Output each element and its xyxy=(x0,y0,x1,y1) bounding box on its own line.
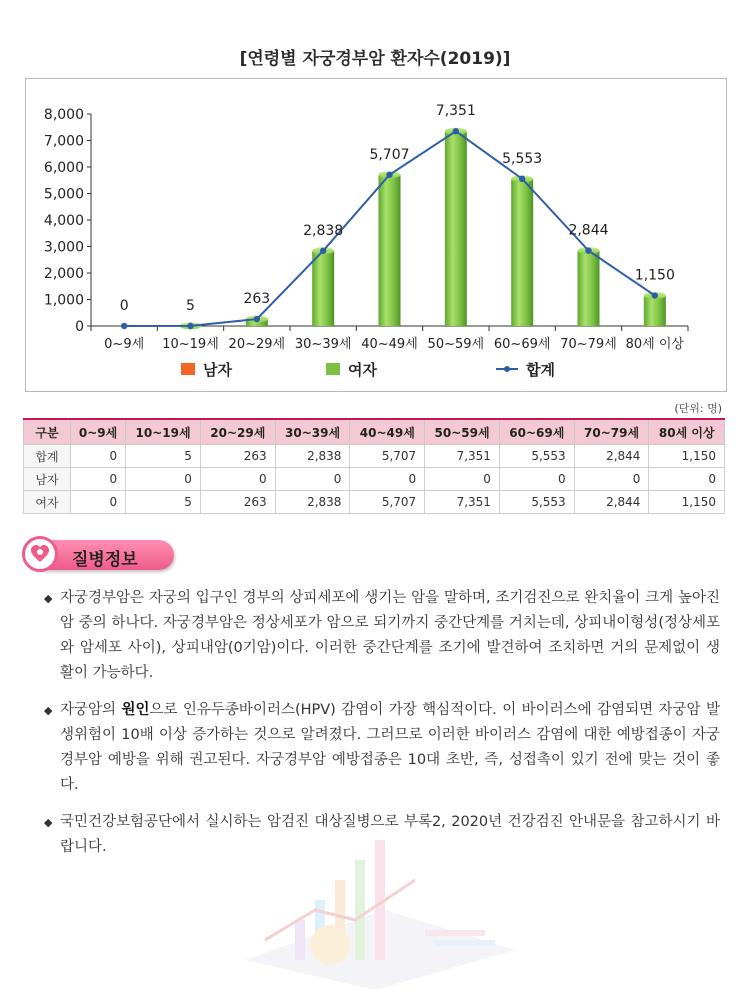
table-header-age: 0~9세 xyxy=(70,419,125,445)
bar-female xyxy=(578,251,600,326)
line-total-point xyxy=(187,323,193,329)
x-tick-label: 50~59세 xyxy=(427,337,485,352)
table-cell: 5,707 xyxy=(350,491,425,514)
legend-label: 여자 xyxy=(348,361,377,379)
table-cell: 0 xyxy=(70,491,125,514)
table-header-age: 40~49세 xyxy=(350,419,425,445)
line-total-point xyxy=(121,323,127,329)
x-tick-label: 20~29세 xyxy=(228,337,286,352)
table-header-row xyxy=(24,419,725,445)
section-icon-circle xyxy=(22,536,58,572)
table-cell: 0 xyxy=(574,468,649,491)
paragraph-1 xyxy=(44,586,720,686)
table-cell: 0 xyxy=(70,445,125,468)
table-cell: 5,553 xyxy=(499,445,574,468)
x-tick-label: 30~39세 xyxy=(294,337,352,352)
y-tick-label: 3,000 xyxy=(43,239,84,256)
line-total-point xyxy=(585,247,591,253)
heart-icon xyxy=(29,543,51,565)
table-cell: 0 xyxy=(649,468,725,491)
x-tick-label: 0~9세 xyxy=(104,337,145,352)
data-label: 2,838 xyxy=(303,222,344,239)
y-tick-label: 1,000 xyxy=(43,292,84,309)
bar-female xyxy=(312,251,334,326)
table-cell: 263 xyxy=(200,491,275,514)
table-cell: 5 xyxy=(126,445,201,468)
table-cell: 0 xyxy=(499,468,574,491)
bar-female xyxy=(511,179,533,326)
x-tick-label: 10~19세 xyxy=(162,337,219,352)
table-cell: 2,844 xyxy=(574,491,649,514)
body-text xyxy=(44,586,720,872)
bar-female xyxy=(379,175,401,326)
y-tick-label: 4,000 xyxy=(43,213,84,229)
table-header-age: 80세 이상 xyxy=(649,419,725,445)
paragraph-text: 자궁경부암은 자궁의 입구인 경부의 상피세포에 생기는 암을 말하며, 조기검진으로 완치율이 크게 높아진 암 중의 하나다. 자궁경부암은 정상세포가 암으로 되기까지 중간단계를 거치는데, 상피내이형성(정상세포와 암세포 사이), 상피내암(0기암)이다. 이러한 중간단계를 조기에 발견하여 조치하면 거의 문제없이 생활이 가능하다. xyxy=(60,590,720,681)
bullet: ◆ xyxy=(44,704,53,717)
line-total-point xyxy=(519,176,525,182)
table-row-label: 여자 xyxy=(24,491,71,514)
data-label: 5 xyxy=(186,297,195,314)
section-header xyxy=(22,536,172,574)
legend-swatch xyxy=(326,363,340,375)
table-header-age: 10~19세 xyxy=(126,419,201,445)
bar-female xyxy=(644,296,666,326)
y-tick-label: 2,000 xyxy=(43,266,84,282)
data-label: 2,844 xyxy=(568,222,609,239)
y-tick-label: 6,000 xyxy=(43,160,84,176)
legend-label: 합계 xyxy=(526,361,555,379)
table-header-age: 30~39세 xyxy=(275,419,350,445)
paragraph-2 xyxy=(44,698,720,798)
data-table xyxy=(23,418,725,514)
chart-frame xyxy=(25,78,727,392)
data-label: 263 xyxy=(243,291,271,308)
table-cell: 2,844 xyxy=(574,445,649,468)
y-tick-label: 0 xyxy=(75,319,84,335)
table-row xyxy=(24,468,725,491)
table-row xyxy=(24,491,725,514)
table-header-age: 60~69세 xyxy=(499,419,574,445)
table-cell: 0 xyxy=(425,468,500,491)
table-cell: 1,150 xyxy=(649,491,725,514)
bar-line-chart xyxy=(26,79,726,391)
table-cell: 0 xyxy=(126,468,201,491)
table-cell: 2,838 xyxy=(275,491,350,514)
table-cell: 7,351 xyxy=(425,491,500,514)
table-header-age: 20~29세 xyxy=(200,419,275,445)
x-tick-label: 40~49세 xyxy=(361,337,418,352)
table-cell: 7,351 xyxy=(425,445,500,468)
bar-female xyxy=(445,131,467,326)
legend-line-marker xyxy=(504,366,510,372)
y-tick-label: 8,000 xyxy=(43,107,84,123)
table-cell: 1,150 xyxy=(649,445,725,468)
data-label: 7,351 xyxy=(435,103,476,120)
table-cell: 0 xyxy=(350,468,425,491)
x-tick-label: 80세 이상 xyxy=(625,337,685,352)
table-header-category: 구분 xyxy=(24,419,71,445)
data-label: 0 xyxy=(119,298,129,314)
decorative-chart-graphic xyxy=(225,840,525,990)
bullet: ◆ xyxy=(44,592,53,605)
line-total-point xyxy=(453,128,459,134)
bullet: ◆ xyxy=(44,816,53,829)
y-tick-label: 7,000 xyxy=(43,133,84,150)
paragraph-text: 자궁암의 xyxy=(60,702,122,718)
x-tick-label: 70~79세 xyxy=(560,337,617,352)
data-label: 1,150 xyxy=(634,267,675,284)
table-cell: 2,838 xyxy=(275,445,350,468)
emphasis-text: 원인 xyxy=(121,702,150,718)
paragraph-text: 국민건강보험공단에서 실시하는 암검진 대상질병으로 부록2, 2020년 건강검진 안내문을 참고하시기 바랍니다. xyxy=(60,814,720,855)
line-total-point xyxy=(254,316,260,322)
paragraph-text-cont: 으로 인유두종바이러스(HPV) 감염이 가장 핵심적이다. 이 바이러스에 감염되면 자궁암 발생위험이 10배 이상 증가하는 것으로 알려졌다. 그러므로 이러한 바이러스 감염에 대한 예방접종이 자궁경부암 예방을 위해 권고된다. 자궁경부암 예방접종은 10대 초반, 즉, 성접촉이 있기 전에 맞는 것이 좋다. xyxy=(60,702,720,793)
line-total-point xyxy=(320,248,326,254)
table-cell: 0 xyxy=(200,468,275,491)
table-cell: 5,553 xyxy=(499,491,574,514)
chart-title: [연령별 자궁경부암 환자수(2019)] xyxy=(239,49,511,69)
table-cell: 263 xyxy=(200,445,275,468)
table-row-label: 합계 xyxy=(24,445,71,468)
table-row-label: 남자 xyxy=(24,468,71,491)
section-title: 질병정보 xyxy=(72,550,138,570)
unit-note: (단위: 명) xyxy=(674,402,722,415)
data-label: 5,553 xyxy=(502,150,543,167)
x-tick-label: 60~69세 xyxy=(493,337,551,352)
table-cell: 0 xyxy=(70,468,125,491)
table-cell: 5,707 xyxy=(350,445,425,468)
table-cell: 5 xyxy=(126,491,201,514)
table-header-age: 50~59세 xyxy=(425,419,500,445)
table-header-age: 70~79세 xyxy=(574,419,649,445)
data-label: 5,707 xyxy=(369,146,410,163)
legend-label: 남자 xyxy=(203,361,232,379)
table-cell: 0 xyxy=(275,468,350,491)
line-total-point xyxy=(386,172,392,178)
line-total-point xyxy=(652,292,658,298)
y-tick-label: 5,000 xyxy=(43,186,84,203)
legend-swatch xyxy=(181,363,195,375)
table-row xyxy=(24,445,725,468)
